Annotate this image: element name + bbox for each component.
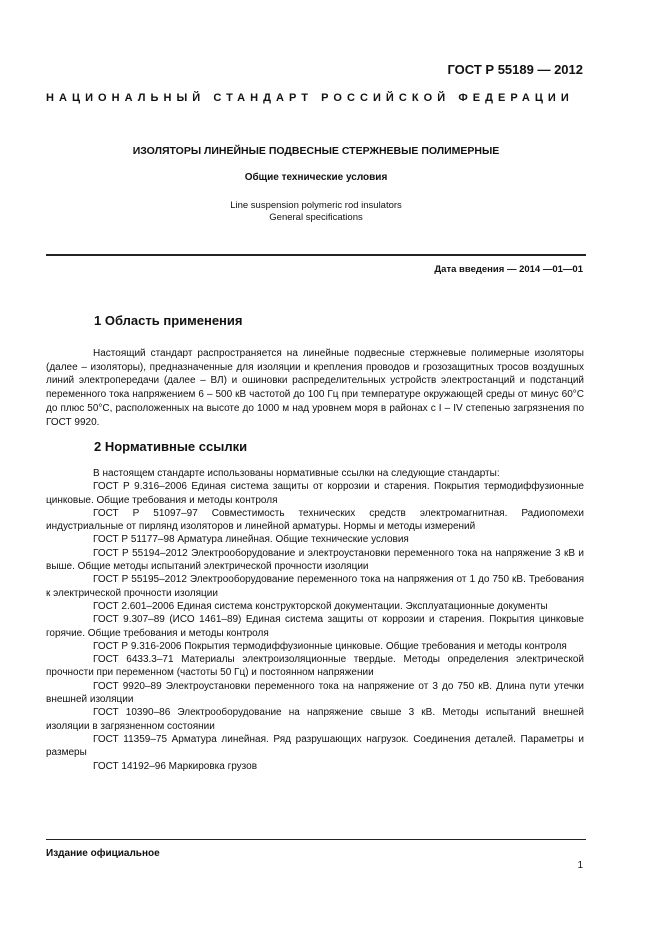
reference-item: ГОСТ 2.601–2006 Единая система конструкторской документации. Эксплуатационные документы [93, 600, 548, 612]
document-subtitle: Общие технические условия [244, 172, 388, 183]
reference-item: ГОСТ 9920–89 Электроустановки переменного тока на напряжение от 3 до 750 кВ. Длина пути утечки внешней изоляции [46, 680, 584, 706]
footer-divider [46, 839, 586, 840]
document-title-en: Line suspension polymeric rod insulators [230, 200, 402, 211]
document-subtitle-en: General specifications [269, 212, 363, 223]
reference-item: ГОСТ Р 55194–2012 Электрооборудование и электроустановки переменного тока на напряжение 3 кВ и выше. Общие методы испытаний электрической прочности изоляции [46, 547, 584, 573]
reference-item: ГОСТ Р 9.316–2006 Единая система защиты от коррозии и старения. Покрытия термодиффузионные цинковые. Общие требования и методы контроля [46, 481, 584, 506]
section-1-text: Настоящий стандарт распространяется на линейные подвесные стержневые полимерные изоляторы (далее – изоляторы), предназначенные для изоляции и крепления проводов и грозозащитных тросов воздушных линий электропередачи (далее – ВЛ) и ошиновки распределительных устройств электростанций и подстанций переменного тока напряжением 6 – 500 кВ частотой до 100 Гц при температуре окружающей среды от минус 60°С до плюс 50°С, расположенных на высоте до 1000 м над уровнем моря в районах с I – IV степенью загрязнения по ГОСТ 9920. [46, 348, 584, 428]
reference-item: ГОСТ 6433.3–71 Материалы электроизоляционные твердые. Методы определения электрической прочности при переменном (частоты 50 Гц) и постоянном напряжении [46, 654, 584, 679]
national-standard-banner: НАЦИОНАЛЬНЫЙ СТАНДАРТ РОССИЙСКОЙ ФЕДЕРАЦИИ [46, 92, 574, 104]
section-1-heading: 1 Область применения [94, 313, 243, 328]
normative-references-list [46, 467, 584, 773]
reference-item: ГОСТ Р 55195–2012 Электрооборудование переменного тока на напряжения от 1 до 750 кВ. Требования к электрической прочности изоляции [46, 574, 584, 599]
reference-item: ГОСТ Р 51097–97 Совместимость технических средств электромагнитная. Радиопомехи индустриальные от пирлянд изоляторов и линейной арматуры. Нормы и методы измерений [46, 507, 584, 533]
reference-item: ГОСТ 10390–86 Электрооборудование на напряжение свыше 3 кВ. Методы испытаний внешней изоляции в загрязненном состоянии [46, 707, 584, 732]
section-2-heading: 2 Нормативные ссылки [94, 439, 248, 454]
reference-item: В настоящем стандарте использованы нормативные ссылки на следующие стандарты: [93, 468, 500, 479]
document-title: ИЗОЛЯТОРЫ ЛИНЕЙНЫЕ ПОДВЕСНЫЕ СТЕРЖНЕВЫЕ ПОЛИМЕРНЫЕ [132, 145, 500, 157]
section-1-paragraph [46, 347, 584, 429]
reference-item: ГОСТ Р 51177–98 Арматура линейная. Общие технические условия [93, 534, 409, 546]
doc-code: ГОСТ Р 55189 — 2012 [447, 62, 583, 77]
reference-item: ГОСТ 9.307–89 (ИСО 1461–89) Единая система защиты от коррозии и старения. Покрытия цинковые горячие. Общие требования и методы контроля [46, 614, 584, 639]
reference-item: ГОСТ 14192–96 Маркировка грузов [93, 760, 258, 772]
introduction-date: Дата введения — 2014 —01—01 [434, 264, 583, 275]
header-divider [46, 254, 586, 256]
official-edition-label: Издание официальное [46, 848, 160, 859]
reference-item: ГОСТ Р 9.316-2006 Покрытия термодиффузионные цинковые. Общие требования и методы контроля [93, 640, 567, 652]
reference-item: ГОСТ 11359–75 Арматура линейная. Ряд разрушающих нагрузок. Соединения деталей. Параметры и размеры [46, 733, 584, 759]
page-number: 1 [577, 860, 583, 871]
